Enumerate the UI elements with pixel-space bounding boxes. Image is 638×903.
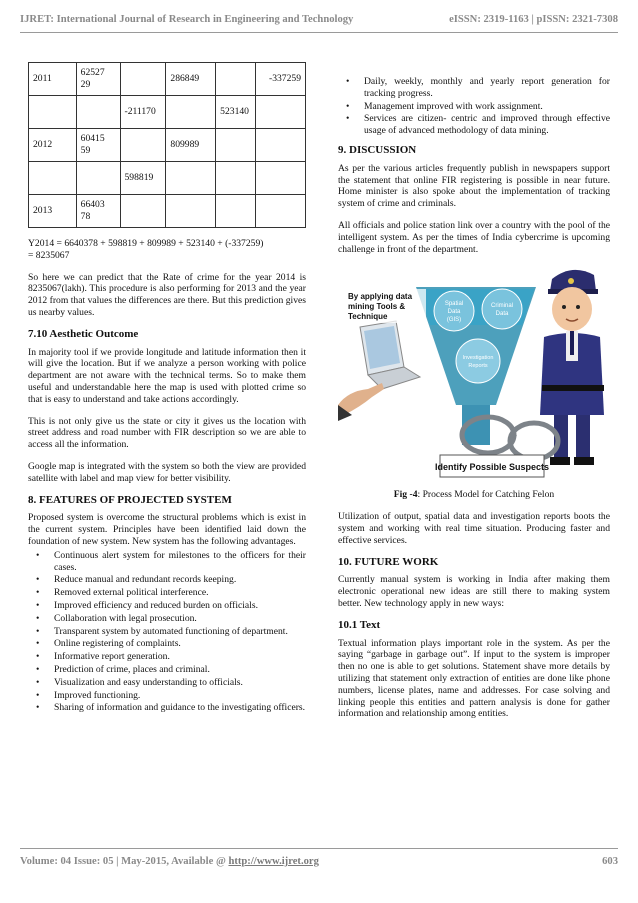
criminal-label-1: Criminal xyxy=(490,303,514,310)
table-cell xyxy=(120,195,166,228)
right-column xyxy=(338,76,610,730)
laptop-icon xyxy=(360,321,420,389)
table-cell: 809989 xyxy=(166,129,216,162)
table-cell: 2012 xyxy=(29,129,77,162)
table-cell: 523140 xyxy=(216,96,256,129)
table-row xyxy=(29,195,306,228)
list-item: • Informative report generation. xyxy=(28,651,306,663)
table-cell xyxy=(166,96,216,129)
paragraph: Utilization of output, spatial data and investigation reports boots the system and working with real time situation. Producing faster and effective services. xyxy=(338,511,610,546)
table-cell: 6640378 xyxy=(76,195,120,228)
section-heading: 10.1 Text xyxy=(338,618,381,631)
list-item: • Reduce manual and redundant records keeping. xyxy=(28,574,306,586)
table-cell xyxy=(166,195,216,228)
figure-caption-text: : Process Model for Catching Felon xyxy=(417,489,555,501)
table-row xyxy=(29,96,306,129)
figure-label: Fig -4 xyxy=(393,489,418,501)
mining-label-1: By applying data xyxy=(348,292,413,302)
invest-label-2: Reports xyxy=(468,363,488,370)
table-cell: 286849 xyxy=(166,63,216,96)
suspects-label: Identify Possible Suspects xyxy=(434,462,550,473)
journal-title: IJRET: International Journal of Research in Engineering and Technology xyxy=(20,14,354,25)
paragraph: Textual information plays important role in the system. As per the saying “garbage in garbage out”. If input to the system is improper then no one is able to get solutions. Statement shave more details by utilizing that statement only extraction of entities are done like phone numbers, license plates, name and addresses. For case solving and linking people this entities and pattern analysis is done for gather information and relationship among entities. xyxy=(338,637,610,720)
table-cell xyxy=(216,63,256,96)
header-rule xyxy=(20,32,618,33)
page-number: 603 xyxy=(602,856,618,867)
list-item: • Daily, weekly, monthly and yearly report generation for tracking progress. xyxy=(338,76,610,100)
prediction-table xyxy=(28,62,306,228)
spatial-label-2: Data xyxy=(447,309,461,316)
list-item: • Prediction of crime, places and criminal. xyxy=(28,664,306,676)
table-cell: 2011 xyxy=(29,63,77,96)
list-item: • Continuous alert system for milestones to the officers for their cases. xyxy=(28,550,306,574)
process-model-figure xyxy=(338,265,610,483)
paragraph: Google map is integrated with the system so both the view are provided satellite with label and map view for better visibility. xyxy=(28,460,306,484)
investigation-reports-circle xyxy=(456,339,500,383)
paragraph: This is not only give us the state or city it gives us the location with street address and road number with FIR description so we are able to access all the information. xyxy=(28,415,306,451)
list-item: • Management improved with work assignment. xyxy=(338,101,610,113)
figure-caption xyxy=(338,489,610,501)
table-cell: 6252729 xyxy=(76,63,120,96)
footer-volume xyxy=(20,856,319,867)
list-item: • Sharing of information and guidance to the investigating officers. xyxy=(28,702,306,714)
table-cell: 2013 xyxy=(29,195,77,228)
paragraph: All officials and police station link over a country with the pool of the intelligent system. As per the times of India cybercrime is upcoming challenge in front of the department. xyxy=(338,219,610,255)
list-item: • Visualization and easy understanding to officials. xyxy=(28,677,306,689)
equation xyxy=(28,238,306,262)
table-cell xyxy=(76,96,120,129)
page-header xyxy=(20,14,618,25)
spatial-label-3: (GIS) xyxy=(446,317,462,324)
list-item: • Improved functioning. xyxy=(28,690,306,702)
equation-result: = 8235067 xyxy=(28,249,70,261)
table-cell xyxy=(120,63,166,96)
list-item: • Transparent system by automated functioning of department. xyxy=(28,626,306,638)
list-item: • Collaboration with legal prosecution. xyxy=(28,613,306,625)
table-cell xyxy=(76,162,120,195)
mining-label-2: mining Tools & xyxy=(348,302,406,312)
list-item: • Online registering of complaints. xyxy=(28,638,306,650)
footer-rule xyxy=(20,848,618,849)
table-cell xyxy=(29,162,77,195)
paragraph: As per the various articles frequently publish in newspapers support the statement that online FIR registering is possible in near future. Home minister is also spoke about the implementation of tracking system of crime and criminals. xyxy=(338,162,610,210)
left-column xyxy=(28,62,306,722)
table-row xyxy=(29,63,306,96)
spatial-label-1: Spatial xyxy=(444,301,464,308)
table-cell xyxy=(256,162,306,195)
table-cell: -211170 xyxy=(120,96,166,129)
list-item: • Services are citizen- centric and improved through effective usage of advanced methodology of data mining. xyxy=(338,113,610,137)
criminal-data-circle xyxy=(482,289,522,329)
table-cell: -337259 xyxy=(256,63,306,96)
journal-link[interactable]: http://www.ijret.org xyxy=(228,856,319,867)
list-item: • Removed external political interference. xyxy=(28,587,306,599)
section-heading: 10. FUTURE WORK xyxy=(338,555,439,568)
features-list xyxy=(28,550,306,714)
features-list-continued xyxy=(338,76,610,137)
table-cell xyxy=(29,96,77,129)
table-row xyxy=(29,162,306,195)
table-cell xyxy=(256,96,306,129)
table-cell: 598819 xyxy=(120,162,166,195)
equation-line: Y2014 = 6640378 + 598819 + 809989 + 523140 + (-337259) xyxy=(28,238,264,249)
hand-icon xyxy=(338,383,384,421)
issn-info: eISSN: 2319-1163 | pISSN: 2321-7308 xyxy=(449,14,618,25)
paragraph: In majority tool if we provide longitude and latitude information then it will give the location. But if we analyze a person working with police department are not aware with the technical terms. So to make them useful and understandable here the map is used with plotted crime so that is easy to understand and take actions accordingly. xyxy=(28,346,306,405)
footer-prefix: Volume: 04 Issue: 05 | May-2015, Available @ xyxy=(20,856,229,867)
criminal-label-2: Data xyxy=(495,311,509,318)
section-heading: 7.10 Aesthetic Outcome xyxy=(28,327,139,340)
figure-graphic xyxy=(338,265,610,483)
table-cell xyxy=(216,129,256,162)
mining-label-3: Technique xyxy=(348,312,388,322)
table-cell xyxy=(120,129,166,162)
table-cell: 6041559 xyxy=(76,129,120,162)
table-cell xyxy=(256,129,306,162)
paragraph: Proposed system is overcome the structural problems which is exist in the current system. Principles have been identified laid down the foundation of new system. New system has the following advantages. xyxy=(28,512,306,547)
table-cell xyxy=(256,195,306,228)
paragraph: Currently manual system is working in India after making them electronic operational new ideas are still there to making system better. New technology apply in new ways: xyxy=(338,574,610,609)
paragraph: So here we can predict that the Rate of crime for the year 2014 is 8235067(lakh). This procedure is also performing for 2013 and the year 2012 from that values the differences are there. But this prediction gives us nearby values. xyxy=(28,271,306,318)
invest-label-1: Investigation xyxy=(462,355,494,362)
table-cell xyxy=(216,195,256,228)
list-item: • Improved efficiency and reduced burden on officials. xyxy=(28,600,306,612)
table-cell xyxy=(216,162,256,195)
section-heading: 9. DISCUSSION xyxy=(338,143,417,156)
section-heading: 8. FEATURES OF PROJECTED SYSTEM xyxy=(28,493,232,506)
page-footer xyxy=(20,856,618,867)
table-cell xyxy=(166,162,216,195)
table-row xyxy=(29,129,306,162)
police-officer-icon xyxy=(540,270,604,465)
